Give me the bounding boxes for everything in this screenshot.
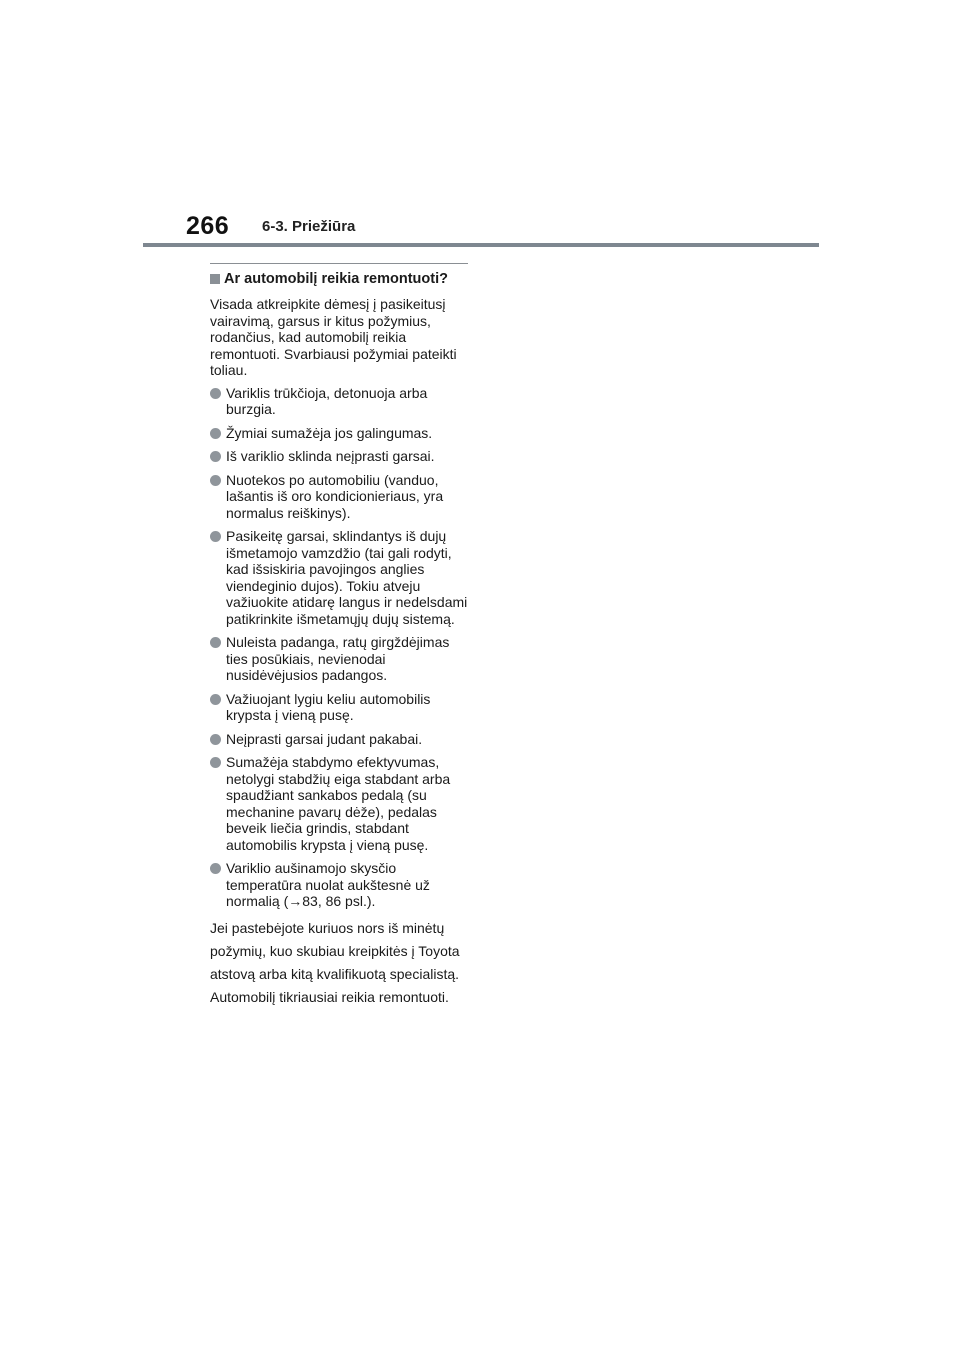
article-column — [210, 263, 472, 1009]
list-item — [210, 691, 472, 724]
list-item-text: Variklis trūkčioja, detonuoja arba burzgia. — [226, 384, 428, 417]
closing-paragraph: Jei pastebėjote kuriuos nors iš minėtų požymių, kuo skubiau kreipkitės į Toyota atstovą arba kitą kvalifikuotą specialistą. Automobilį tikriausiai reikia remontuoti. — [210, 919, 460, 1005]
intro-paragraph: Visada atkreipkite dėmesį į pasikeitusį vairavimą, garsus ir kitus požymius, rodančius, kad automobilį reikia remontuoti. Svarbiausi požymiai pateikti toliau. — [210, 296, 457, 378]
circle-bullet-icon — [210, 694, 221, 705]
page-number: 266 — [186, 212, 230, 240]
list-item — [210, 472, 472, 522]
article-heading — [210, 270, 472, 288]
list-item — [210, 860, 472, 910]
circle-bullet-icon — [210, 531, 221, 542]
circle-bullet-icon — [210, 475, 221, 486]
article-heading-text: Ar automobilį reikia remontuoti? — [224, 271, 448, 287]
circle-bullet-icon — [210, 734, 221, 745]
list-item-text: Iš variklio sklinda neįprasti garsai. — [226, 448, 435, 464]
list-item — [210, 754, 472, 853]
circle-bullet-icon — [210, 428, 221, 439]
circle-bullet-icon — [210, 757, 221, 768]
list-item-text: Sumažėja stabdymo efektyvumas, netolygi stabdžių eiga stabdant arba spaudžiant sankabos pedalą (su mechanine pavarų dėže), pedalas beveik liečia grindis, stabdant automobilis krypsta į vieną pusę. — [226, 754, 451, 853]
list-item-text: Nuotekos po automobiliu (vanduo, lašantis iš oro kondicionieriaus, yra normalus reiškinys). — [226, 471, 444, 521]
list-item — [210, 731, 472, 748]
list-item — [210, 528, 472, 627]
square-bullet-icon — [210, 274, 220, 284]
list-item-text: Žymiai sumažėja jos galingumas. — [226, 424, 433, 441]
list-item — [210, 448, 472, 465]
circle-bullet-icon — [210, 637, 221, 648]
list-item — [210, 425, 472, 442]
header-divider — [143, 243, 819, 247]
list-item-text: Važiuojant lygiu keliu automobilis krypsta į vieną pusę. — [226, 690, 431, 723]
list-item-text: Pasikeitę garsai, sklindantys iš dujų išmetamojo vamzdžio (tai gali rodyti, kad išsiskiria pavojingos anglies viendeginio dujos). Tokiu atveju važiuokite atidarę langus ir nedelsdami patikrinkite išmetamųjų dujų sistemą. — [226, 528, 468, 627]
circle-bullet-icon — [210, 451, 221, 462]
list-item-text: Variklio aušinamojo skysčio temperatūra nuolat aukštesnė už normalią (→83, 86 psl.). — [226, 860, 430, 909]
list-item-text: Nuleista padanga, ratų girgždėjimas ties posūkiais, nevienodai nusidėvėjusios padangos. — [226, 634, 450, 683]
list-item-text: Neįprasti garsai judant pakabai. — [226, 730, 423, 747]
circle-bullet-icon — [210, 388, 221, 399]
list-item — [210, 385, 472, 418]
section-title: 6-3. Priežiūra — [262, 218, 356, 235]
symptom-list — [210, 385, 472, 910]
heading-divider — [210, 263, 468, 264]
list-item — [210, 634, 472, 684]
page-header — [0, 0, 960, 250]
circle-bullet-icon — [210, 863, 221, 874]
